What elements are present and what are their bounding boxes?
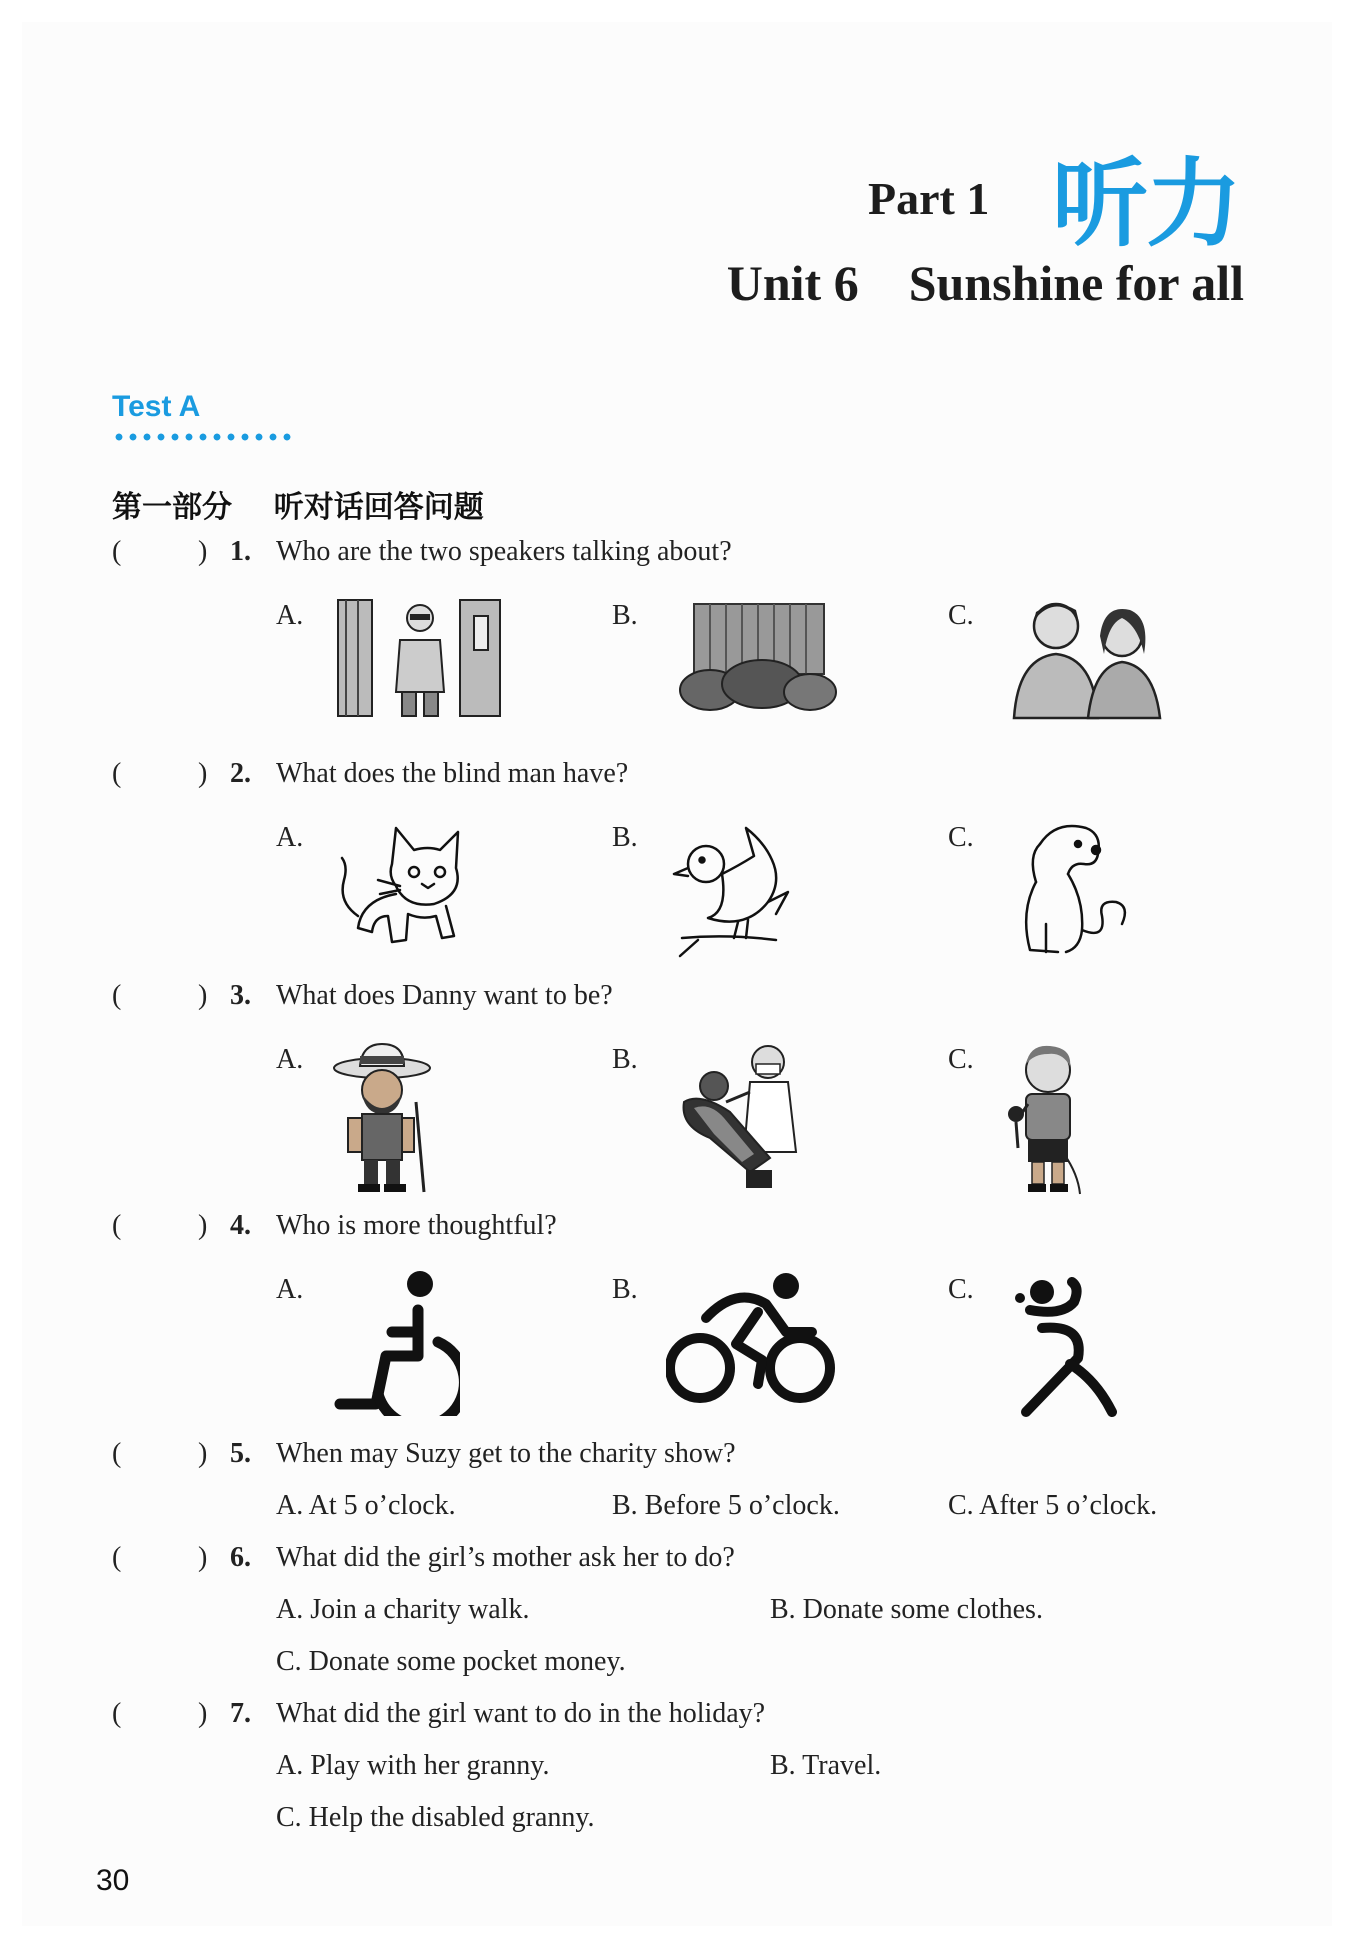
option-b: B. [612,1044,638,1075]
option-a: A. [276,600,304,631]
question-text: Who are the two speakers talking about? [276,536,732,567]
question-text: What does the blind man have? [276,758,629,789]
question-number: 1. [230,536,251,567]
dentist-picture [670,1042,808,1192]
question-number: 2. [230,758,251,789]
part-label: Part 1 [868,173,990,224]
page-number: 30 [96,1864,130,1897]
answer-paren-close: ) [198,758,208,789]
two-people-talking-picture [1004,596,1172,720]
option-c: C. Help the disabled granny. [276,1802,595,1833]
answer-paren-open: ( [112,980,122,1011]
cat-icon [334,820,474,952]
question-number: 5. [230,1438,251,1469]
answer-paren-open: ( [112,1542,122,1573]
answer-paren-open: ( [112,536,122,567]
section-heading: 第一部分 听对话回答问题 [112,490,484,525]
dog-icon [1006,820,1134,960]
option-b: B. Donate some clothes. [770,1594,1043,1625]
option-a: A. [276,822,304,853]
option-c: C. [948,1044,974,1075]
question-text: What did the girl’s mother ask her to do? [276,1542,735,1573]
option-c: C. [948,600,974,631]
man-at-elevator-picture [336,596,504,720]
answer-paren-open: ( [112,1698,122,1729]
question-number: 3. [230,980,251,1011]
part-chinese-title: 听力 [1052,148,1240,260]
option-b: B. [612,1274,638,1305]
answer-paren-open: ( [112,758,122,789]
test-title-dots [112,432,292,442]
question-3 [112,980,613,1140]
option-c: C. [948,1274,974,1305]
question-text: Who is more thoughtful? [276,1210,557,1241]
homeless-belongings-picture [670,600,840,716]
unit-title: Unit 6 Sunshine for all [726,255,1244,311]
option-a: A. Join a charity walk. [276,1594,530,1625]
question-text: What did the girl want to do in the holiday? [276,1698,766,1729]
answer-paren-close: ) [198,980,208,1011]
option-c: C. [948,822,974,853]
option-a: A. Play with her granny. [276,1750,550,1781]
question-text: What does Danny want to be? [276,980,613,1011]
question-number: 4. [230,1210,251,1241]
answer-paren-close: ) [198,1542,208,1573]
test-title: Test A [112,390,201,423]
option-a: A. At 5 o’clock. [276,1490,456,1521]
option-b: B. [612,600,638,631]
option-c: C. Donate some pocket money. [276,1646,626,1677]
sport-figure-icon [1014,1276,1124,1420]
answer-paren-close: ) [198,536,208,567]
answer-paren-close: ) [198,1698,208,1729]
answer-paren-close: ) [198,1438,208,1469]
option-a: A. [276,1274,304,1305]
answer-paren-open: ( [112,1438,122,1469]
answer-paren-close: ) [198,1210,208,1241]
question-4 [112,1210,557,1370]
question-1 [112,536,732,696]
option-b: B. Travel. [770,1750,882,1781]
farmer-picture [332,1042,434,1196]
cyclist-icon [666,1272,836,1404]
question-number: 7. [230,1698,251,1729]
answer-paren-open: ( [112,1210,122,1241]
question-2 [112,758,629,918]
option-c: C. After 5 o’clock. [948,1490,1158,1521]
wheelchair-icon [334,1270,460,1416]
question-text: When may Suzy get to the charity show? [276,1438,736,1469]
question-number: 6. [230,1542,251,1573]
bird-icon [668,822,792,958]
option-a: A. [276,1044,304,1075]
option-b: B. Before 5 o’clock. [612,1490,840,1521]
option-b: B. [612,822,638,853]
boy-with-microphone-picture [1004,1044,1088,1196]
